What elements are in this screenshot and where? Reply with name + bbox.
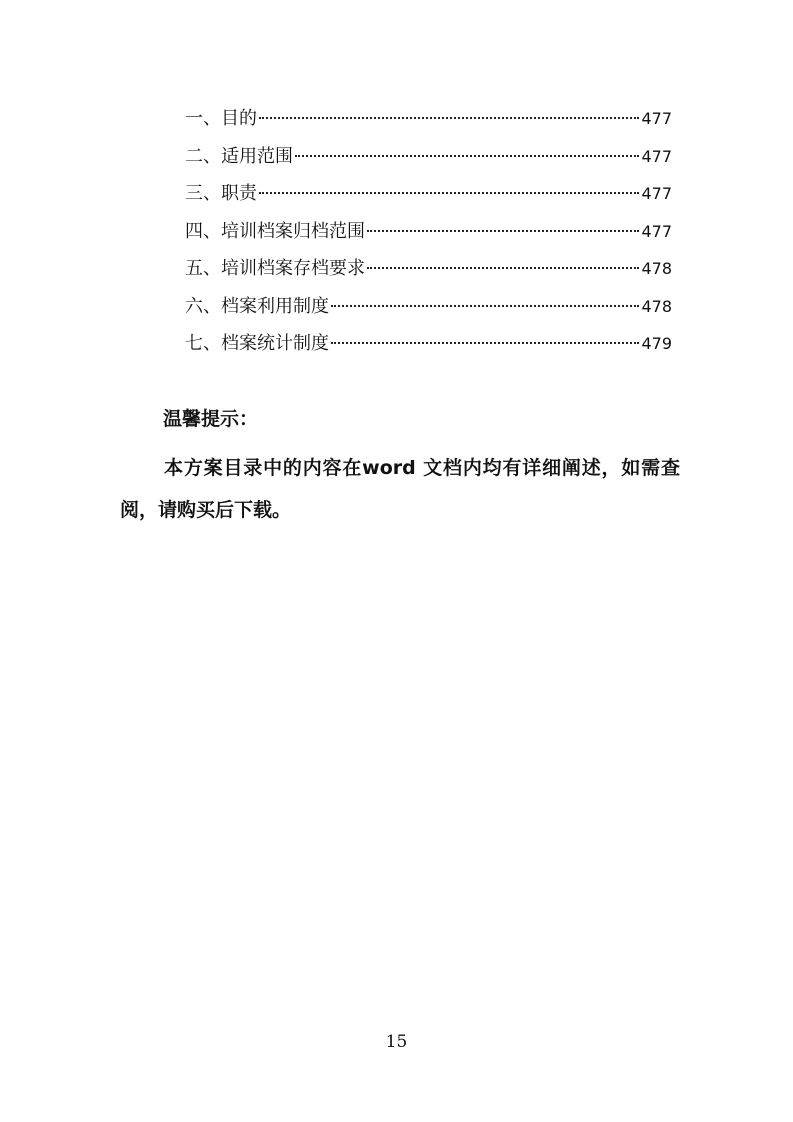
toc-entry-page: 478 (641, 259, 672, 278)
toc-leader-dots (331, 342, 639, 344)
toc-entry-label: 六、档案利用制度 (185, 295, 329, 317)
table-of-contents (185, 105, 672, 368)
toc-entry-label: 七、档案统计制度 (185, 333, 329, 354)
toc-entry[interactable] (185, 293, 672, 331)
toc-entry-page: 477 (641, 184, 672, 203)
toc-entry[interactable] (185, 180, 672, 218)
toc-entry-page: 479 (641, 334, 672, 353)
page-number: 15 (385, 1032, 408, 1052)
toc-leader-dots (367, 230, 639, 232)
toc-entry-page: 477 (641, 221, 672, 241)
toc-leader-dots (331, 305, 639, 307)
toc-entry-page: 477 (641, 146, 672, 166)
toc-entry[interactable] (185, 143, 672, 181)
toc-leader-dots (295, 155, 639, 157)
toc-entry-label: 五、培训档案存档要求 (185, 258, 365, 279)
toc-entry-label: 四、培训档案归档范围 (185, 220, 365, 242)
toc-leader-dots (259, 117, 639, 119)
tip-title: 温馨提示： (163, 408, 259, 430)
toc-entry-page: 477 (641, 109, 672, 128)
toc-leader-dots (259, 192, 639, 194)
toc-entry[interactable] (185, 255, 672, 293)
toc-leader-dots (367, 267, 639, 269)
toc-entry[interactable] (185, 330, 672, 368)
toc-entry-label: 二、适用范围 (185, 145, 293, 167)
toc-entry[interactable] (185, 105, 672, 143)
tip-body: 本方案目录中的内容在word 文档内均有详细阐述，如需查阅，请购买后下载。 (120, 457, 680, 521)
toc-entry-label: 三、职责 (185, 183, 257, 204)
toc-entry-label: 一、目的 (185, 108, 257, 129)
toc-entry-page: 478 (641, 296, 672, 316)
toc-entry[interactable] (185, 218, 672, 256)
